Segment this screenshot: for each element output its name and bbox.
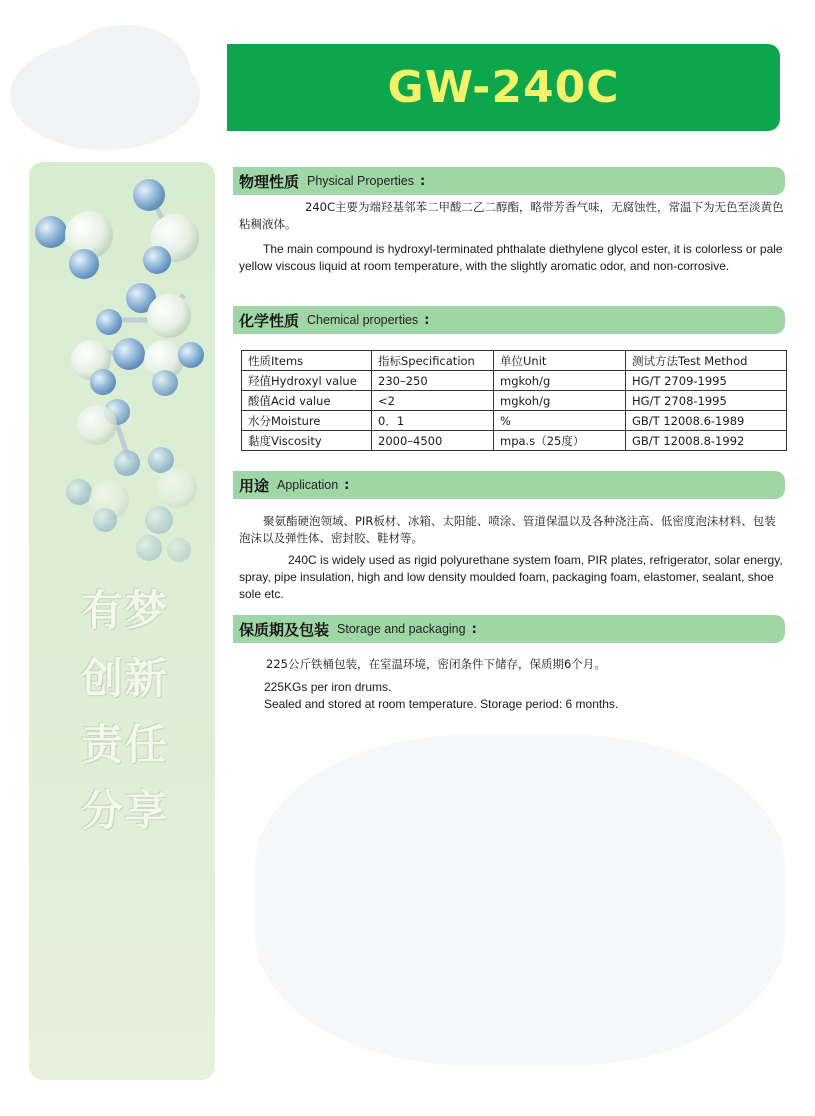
table-header-cell: 性质Items xyxy=(242,351,372,371)
table-cell: <2 xyxy=(372,391,494,411)
section-title-cn: 保质期及包装 xyxy=(239,620,330,639)
section-colon: : xyxy=(344,477,350,493)
table-row xyxy=(242,371,787,391)
table-header-cell: 测试方法Test Method xyxy=(626,351,787,371)
molecule-illustration xyxy=(29,170,215,570)
product-title: GW-240C xyxy=(387,62,620,113)
section-colon: : xyxy=(471,621,477,637)
table-cell: mgkoh/g xyxy=(494,371,626,391)
product-title-bar xyxy=(227,44,780,131)
background-cloud xyxy=(255,735,785,1065)
section-colon: : xyxy=(420,173,426,189)
table-cell: 羟值Hydroxyl value xyxy=(242,371,372,391)
table-row xyxy=(242,431,787,451)
slogan-sharing: 分享 xyxy=(80,786,169,835)
table-cell: % xyxy=(494,411,626,431)
table-header-cell: 指标Specification xyxy=(372,351,494,371)
section-header-chemical xyxy=(233,306,785,334)
table-cell: HG/T 2709-1995 xyxy=(626,371,787,391)
section-header-storage xyxy=(233,615,785,643)
section-colon: : xyxy=(424,312,430,328)
slogan-innovation: 创新 xyxy=(80,654,169,703)
section-title-en: Chemical properties xyxy=(307,313,419,327)
table-cell: 酸值Acid value xyxy=(242,391,372,411)
storage-conditions-en: Sealed and stored at room temperature. Storage period: 6 months. xyxy=(264,697,619,711)
section-title-cn: 化学性质 xyxy=(239,311,300,330)
table-cell: 黏度Viscosity xyxy=(242,431,372,451)
application-description-cn: 聚氨酯硬泡领域、PIR板材、冰箱、太阳能、喷涂、管道保温以及各种浇注高、低密度泡沫材料、包装泡沫以及弹性体、密封胶、鞋材等。 xyxy=(239,514,776,545)
section-title-en: Storage and packaging xyxy=(337,622,466,636)
background-cloud xyxy=(60,25,190,115)
table-row xyxy=(242,391,787,411)
table-cell: 0．1 xyxy=(372,411,494,431)
section-title-cn: 物理性质 xyxy=(239,172,300,191)
section-title-en: Application xyxy=(277,478,339,492)
table-cell: mgkoh/g xyxy=(494,391,626,411)
table-cell: GB/T 12008.8-1992 xyxy=(626,431,787,451)
table-cell: mpa.s（25度） xyxy=(494,431,626,451)
table-row xyxy=(242,411,787,431)
section-title-cn: 用途 xyxy=(239,476,270,495)
storage-packaging-en: 225KGs per iron drums. xyxy=(264,680,392,694)
physical-description-en: The main compound is hydroxyl-terminated phthalate diethylene glycol ester, it is colorless or pale yellow viscous liquid at room temperature, with the slightly aromatic odor, and non-corrosive. xyxy=(239,242,783,273)
storage-description-cn: 225公斤铁桶包装，在室温环境，密闭条件下储存，保质期6个月。 xyxy=(266,657,606,671)
table-header-cell: 单位Unit xyxy=(494,351,626,371)
section-header-physical xyxy=(233,167,785,195)
table-cell: 2000–4500 xyxy=(372,431,494,451)
slogan-responsibility: 责任 xyxy=(80,720,169,769)
table-header-row xyxy=(242,351,787,371)
section-title-en: Physical Properties xyxy=(307,174,415,188)
slogan-dream: 有梦 xyxy=(80,586,169,635)
table-cell: HG/T 2708-1995 xyxy=(626,391,787,411)
application-description-en: 240C is widely used as rigid polyurethane system foam, PIR plates, refrigerator, solar energy, spray, pipe insulation, high and low density moulded foam, packaging foam, elastomer, sealant, shoe sole etc. xyxy=(239,553,783,601)
section-header-application xyxy=(233,471,785,499)
physical-description-cn: 240C主要为端羟基邻苯二甲酸二乙二醇酯，略带芳香气味，无腐蚀性，常温下为无色至淡黄色粘稠液体。 xyxy=(239,200,784,231)
chemical-properties-table xyxy=(241,350,787,451)
table-cell: 230–250 xyxy=(372,371,494,391)
table-cell: 水分Moisture xyxy=(242,411,372,431)
table-cell: GB/T 12008.6-1989 xyxy=(626,411,787,431)
